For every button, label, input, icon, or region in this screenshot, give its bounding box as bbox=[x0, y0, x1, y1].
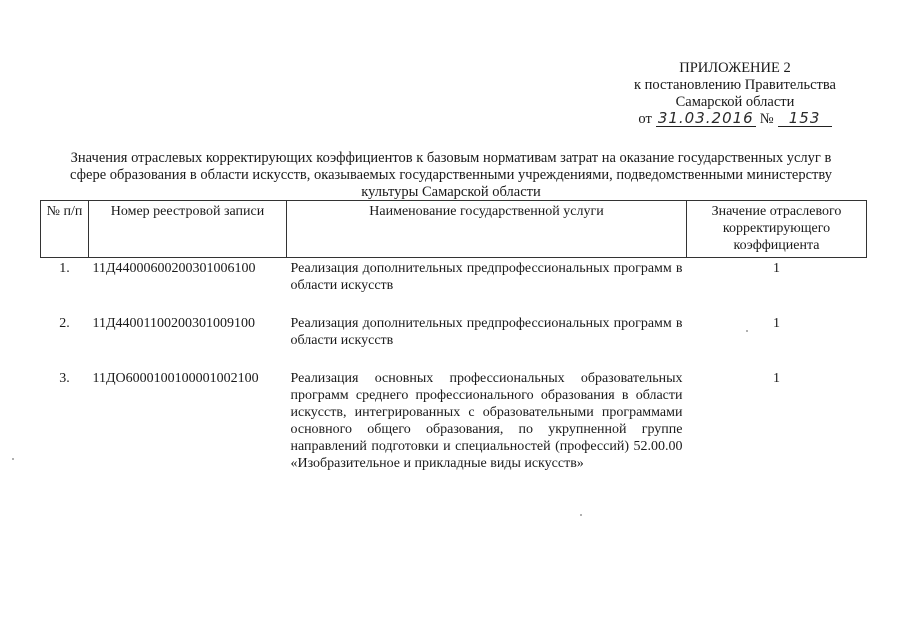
row-coefficient: 1 bbox=[773, 371, 780, 386]
table-row bbox=[41, 258, 867, 314]
appendix-date-line bbox=[615, 111, 855, 128]
table-header-row bbox=[41, 201, 867, 258]
table-row bbox=[41, 368, 867, 474]
row-service: Реализация дополнительных предпрофессиональных программ в области искусств bbox=[290, 261, 683, 293]
row-num: 2. bbox=[59, 316, 70, 331]
scan-speck bbox=[746, 330, 748, 332]
appendix-heading: ПРИЛОЖЕНИЕ 2 bbox=[679, 60, 791, 76]
appendix-region: Самарской области bbox=[675, 94, 795, 110]
table-row bbox=[41, 313, 867, 368]
row-registry: 11Д44001100200301009100 bbox=[92, 316, 256, 331]
coefficients-table bbox=[40, 200, 867, 474]
header-num: № п/п bbox=[41, 201, 89, 258]
scan-speck bbox=[12, 458, 14, 460]
handwritten-number: 153 bbox=[778, 111, 832, 127]
date-prefix: от bbox=[638, 111, 652, 127]
scan-speck bbox=[580, 514, 582, 516]
row-service: Реализация основных профессиональных образовательных программ среднего профессионального образования в области искусств, интегрированных с образовательными программами основного общего образования, по укрупненной группе направлений подготовки и специальностей (профессий) 52.00.00 «Изобразительное и прикладные виды искусств» bbox=[290, 371, 683, 471]
header-registry: Номер реестровой записи bbox=[89, 201, 287, 258]
handwritten-date: 31.03.2016 bbox=[657, 109, 754, 127]
row-registry: 11Д44000600200301006100 bbox=[92, 261, 256, 276]
row-coefficient: 1 bbox=[773, 316, 780, 331]
appendix-block bbox=[615, 60, 855, 128]
row-service: Реализация дополнительных предпрофессиональных программ в области искусств bbox=[290, 316, 683, 348]
row-num: 1. bbox=[59, 261, 70, 276]
document-title: Значения отраслевых корректирующих коэффициентов к базовым нормативам затрат на оказание государственных услуг в сфере образования в области искусств, оказываемых государственными учреждениями, подведомственными министерству культуры Самарской области bbox=[70, 150, 832, 200]
header-coefficient: Значение отраслевого корректирующего коэффициента bbox=[687, 201, 867, 258]
appendix-resolution: к постановлению Правительства bbox=[634, 77, 836, 93]
number-prefix: № bbox=[759, 111, 774, 127]
row-num: 3. bbox=[59, 371, 70, 386]
row-coefficient: 1 bbox=[773, 261, 780, 276]
header-service: Наименование государственной услуги bbox=[287, 201, 687, 258]
row-registry: 11ДО6000100100001002100 bbox=[92, 371, 259, 386]
